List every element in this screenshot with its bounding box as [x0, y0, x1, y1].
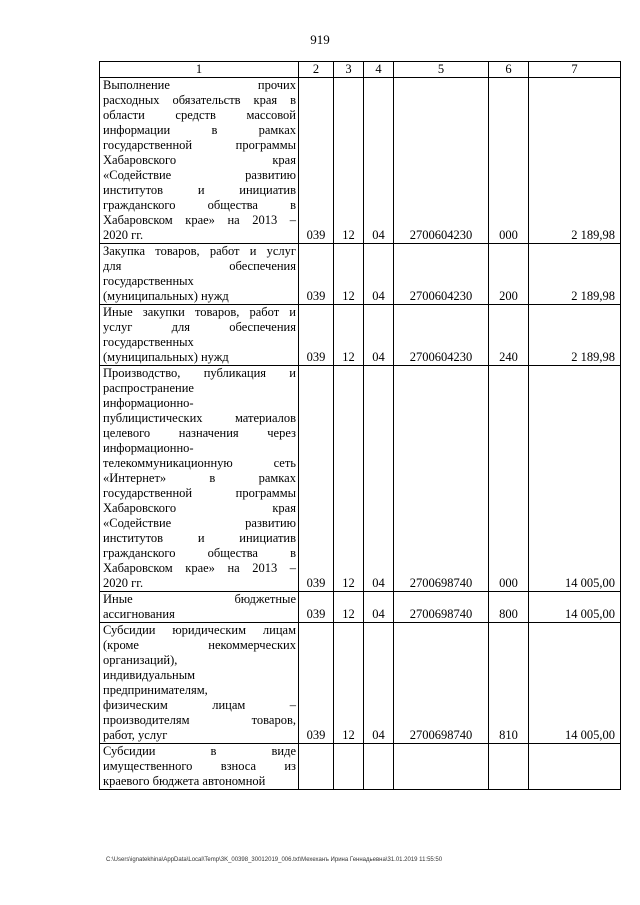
- cell-c2: [299, 744, 334, 790]
- description-line: государственной программы: [103, 138, 296, 152]
- description-line: институтов и инициатив: [103, 183, 296, 197]
- description-line: «Содействие развитию: [103, 516, 296, 530]
- description-line: услуг для обеспечения: [103, 320, 296, 334]
- page-number: 919: [310, 32, 330, 47]
- column-header: 6: [489, 62, 529, 78]
- cell-c5: 2700604230: [394, 244, 489, 305]
- row-description: [100, 366, 299, 592]
- cell-c4: 04: [364, 305, 394, 366]
- description-line: имущественного взноса из: [103, 759, 296, 773]
- description-line: институтов и инициатив: [103, 531, 296, 545]
- cell-c3: [334, 744, 364, 790]
- budget-table: [99, 61, 621, 790]
- description-line: Производство, публикация и: [103, 366, 296, 380]
- description-line: краевого бюджета автономной: [103, 774, 266, 788]
- cell-c4: 04: [364, 592, 394, 623]
- description-line: Иные закупки товаров, работ и: [103, 305, 296, 319]
- table-row: [100, 244, 621, 305]
- cell-c7: 14 005,00: [529, 623, 621, 744]
- cell-c6: 000: [489, 366, 529, 592]
- cell-c2: 039: [299, 592, 334, 623]
- cell-c6: 800: [489, 592, 529, 623]
- description-line: Закупка товаров, работ и услуг: [103, 244, 296, 258]
- row-description: [100, 744, 299, 790]
- row-description: [100, 244, 299, 305]
- description-line: Хабаровском крае» на 2013 –: [103, 561, 296, 575]
- description-line: (муниципальных) нужд: [103, 350, 229, 364]
- cell-c2: 039: [299, 366, 334, 592]
- cell-c4: 04: [364, 244, 394, 305]
- cell-c6: [489, 744, 529, 790]
- description-line: государственных: [103, 335, 194, 349]
- cell-c3: 12: [334, 623, 364, 744]
- cell-c7: 2 189,98: [529, 305, 621, 366]
- column-header: 3: [334, 62, 364, 78]
- row-description: [100, 305, 299, 366]
- description-line: «Интернет» в рамках: [103, 471, 296, 485]
- cell-c5: 2700604230: [394, 78, 489, 244]
- cell-c6: 200: [489, 244, 529, 305]
- column-header: 1: [100, 62, 299, 78]
- cell-c7: 14 005,00: [529, 366, 621, 592]
- description-line: 2020 гг.: [103, 228, 144, 242]
- cell-c3: 12: [334, 305, 364, 366]
- description-line: информации в рамках: [103, 123, 296, 137]
- cell-c6: 810: [489, 623, 529, 744]
- table-header-row: [100, 62, 621, 78]
- description-line: Иные бюджетные: [103, 592, 296, 606]
- cell-c7: 2 189,98: [529, 244, 621, 305]
- table-row: [100, 592, 621, 623]
- description-line: (кроме некоммерческих: [103, 638, 296, 652]
- cell-c3: 12: [334, 592, 364, 623]
- description-line: работ, услуг: [103, 728, 168, 742]
- column-header: 2: [299, 62, 334, 78]
- description-line: расходных обязательств края в: [103, 93, 296, 107]
- cell-c2: 039: [299, 623, 334, 744]
- cell-c3: 12: [334, 78, 364, 244]
- cell-c7: [529, 744, 621, 790]
- description-line: Хабаровского края: [103, 153, 296, 167]
- cell-c5: 2700698740: [394, 366, 489, 592]
- description-line: Субсидии в виде: [103, 744, 296, 758]
- cell-c4: 04: [364, 78, 394, 244]
- cell-c3: 12: [334, 244, 364, 305]
- description-line: целевого назначения через: [103, 426, 296, 440]
- cell-c4: [364, 744, 394, 790]
- description-line: физическим лицам –: [103, 698, 296, 712]
- column-header: 5: [394, 62, 489, 78]
- cell-c3: 12: [334, 366, 364, 592]
- description-line: гражданского общества в: [103, 198, 296, 212]
- table-row: [100, 623, 621, 744]
- cell-c4: 04: [364, 366, 394, 592]
- description-line: распространение: [103, 381, 194, 395]
- cell-c2: 039: [299, 244, 334, 305]
- description-line: Хабаровском крае» на 2013 –: [103, 213, 296, 227]
- table-row: [100, 366, 621, 592]
- description-line: публицистических материалов: [103, 411, 296, 425]
- description-line: информационно-: [103, 396, 194, 410]
- cell-c6: 000: [489, 78, 529, 244]
- table-row: [100, 744, 621, 790]
- file-path-footer: C:\Users\ignatekhina\AppData\Local\Temp\3K_00398_30012019_006.txt\Мехеханъ Ирина Геннадьевна\31.01.2019 11:55:50: [106, 857, 443, 863]
- description-line: государственной программы: [103, 486, 296, 500]
- cell-c7: 14 005,00: [529, 592, 621, 623]
- cell-c5: [394, 744, 489, 790]
- row-description: [100, 78, 299, 244]
- description-line: (муниципальных) нужд: [103, 289, 229, 303]
- description-line: организаций),: [103, 653, 178, 667]
- description-line: ассигнования: [103, 607, 175, 621]
- description-line: «Содействие развитию: [103, 168, 296, 182]
- description-line: Субсидии юридическим лицам: [103, 623, 296, 637]
- cell-c7: 2 189,98: [529, 78, 621, 244]
- description-line: информационно-: [103, 441, 194, 455]
- description-line: предпринимателям,: [103, 683, 208, 697]
- row-description: [100, 592, 299, 623]
- cell-c5: 2700604230: [394, 305, 489, 366]
- cell-c2: 039: [299, 305, 334, 366]
- description-line: для обеспечения: [103, 259, 296, 273]
- row-description: [100, 623, 299, 744]
- table-row: [100, 305, 621, 366]
- column-header: 7: [529, 62, 621, 78]
- description-line: государственных: [103, 274, 194, 288]
- column-header: 4: [364, 62, 394, 78]
- description-line: гражданского общества в: [103, 546, 296, 560]
- description-line: производителям товаров,: [103, 713, 296, 727]
- cell-c4: 04: [364, 623, 394, 744]
- description-line: телекоммуникационную сеть: [103, 456, 296, 470]
- description-line: Хабаровского края: [103, 501, 296, 515]
- cell-c5: 2700698740: [394, 623, 489, 744]
- description-line: Выполнение прочих: [103, 78, 296, 92]
- cell-c5: 2700698740: [394, 592, 489, 623]
- description-line: области средств массовой: [103, 108, 296, 122]
- cell-c6: 240: [489, 305, 529, 366]
- cell-c2: 039: [299, 78, 334, 244]
- description-line: 2020 гг.: [103, 576, 144, 590]
- description-line: индивидуальным: [103, 668, 196, 682]
- table-row: [100, 78, 621, 244]
